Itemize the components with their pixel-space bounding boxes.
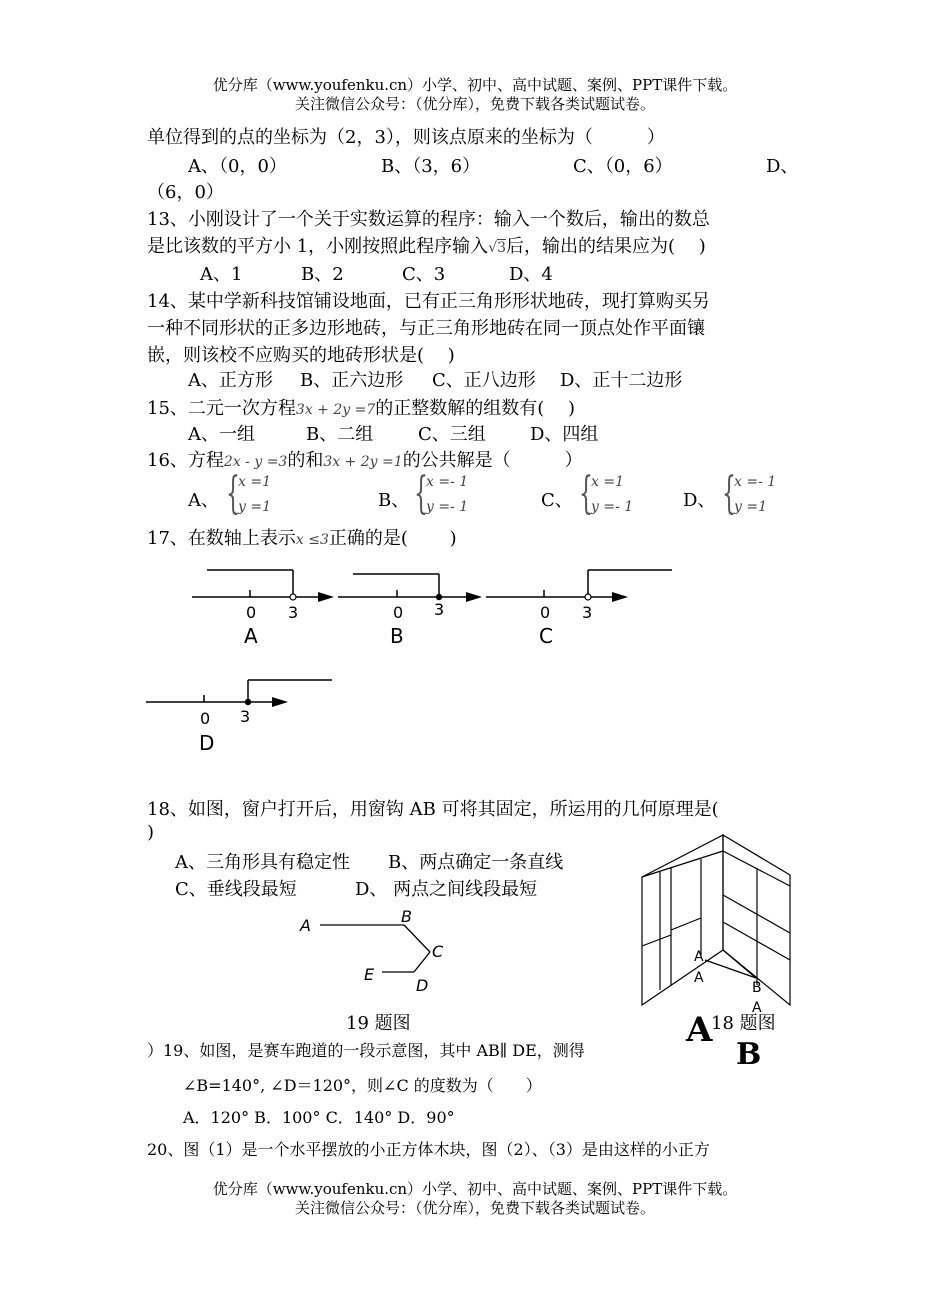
q15-option-a: A、一组	[188, 424, 255, 445]
q15-option-c: C、三组	[418, 424, 486, 445]
track-point-d: D	[416, 976, 429, 995]
q14-option-d: D、正十二边形	[560, 370, 683, 391]
number-line-c-zero: 0	[540, 603, 551, 622]
q18-option-b: B、两点确定一条直线	[388, 852, 564, 873]
q17-suffix: 正确的是( )	[328, 528, 457, 549]
track-point-b: B	[401, 907, 412, 926]
q12-option-c: C、（0，6）	[573, 156, 673, 177]
q16-option-a-label: A、	[188, 490, 219, 511]
q17-prefix: 17、在数轴上表示	[147, 528, 296, 549]
q16-prefix: 16、方程	[147, 450, 224, 471]
q15-prefix: 15、二元一次方程	[147, 398, 296, 419]
segment-cd	[414, 952, 430, 972]
q16-suffix: 的公共解是（ ）	[402, 450, 583, 471]
number-line-a-label: A	[244, 624, 258, 648]
footer-line-1: 优分库（www.youfenku.cn）小学、初中、高中试题、案例、PPT课件下载。	[212, 1180, 738, 1198]
q16-d-y: y =1	[734, 499, 767, 515]
q13-line-2-end: 后，输出的结果应为( )	[506, 236, 706, 257]
q16-option-d-system: { x =- 1 y =1	[722, 468, 777, 519]
sqrt-sign: √	[488, 240, 498, 256]
q18-line-2: )	[147, 822, 155, 843]
q12-stem-tail: 单位得到的点的坐标为（2，3），则该点原来的坐标为（ ）	[147, 127, 665, 148]
q16-d-x: x =- 1	[734, 474, 777, 490]
q13-line-2-start: 是比该数的平方小 1，小刚按照此程序输入	[147, 236, 489, 257]
q16-b-y: y =- 1	[426, 499, 469, 515]
q13-option-d: D、4	[509, 264, 553, 285]
q18-option-a: A、三角形具有稳定性	[175, 852, 350, 873]
q12-option-b: B、（3，6）	[381, 156, 481, 177]
track-point-a: A	[300, 916, 311, 935]
q16-option-a-system: { x =1 y =1	[226, 468, 271, 519]
q16-option-c-system: { x =1 y =- 1	[579, 468, 634, 519]
fig-18-caption: 18 题图	[711, 1013, 776, 1034]
q19-options: A．120° B．100° C．140° D．90°	[183, 1108, 455, 1127]
q12-option-d-value: （6，0）	[147, 182, 224, 203]
footer-line-2: 关注微信公众号：（优分库），免费下载各类试题试卷。	[294, 1199, 655, 1217]
number-line-d-label: D	[199, 731, 215, 755]
q14-line-2: 一种不同形状的正多边形地砖，与正三角形地砖在同一顶点处作平面镶	[147, 318, 705, 339]
number-line-b-zero: 0	[393, 603, 404, 622]
number-line-a-zero: 0	[246, 603, 257, 622]
fig-19-caption: 19 题图	[346, 1013, 411, 1034]
number-line-c-label: C	[539, 624, 553, 648]
q13-option-c: C、3	[402, 264, 446, 285]
big-label-b: B	[736, 1037, 762, 1072]
q15-suffix: 的正整数解的组数有( )	[375, 398, 576, 419]
q16-equation-1: 2x - y =3	[223, 454, 288, 470]
sqrt-radicand: 3	[497, 240, 507, 256]
window-label-a3: A	[752, 1000, 762, 1016]
q14-line-3: 嵌，则该校不应购买的地砖形状是( )	[147, 345, 455, 366]
q14-option-a: A、正方形	[188, 370, 273, 391]
q13-line-1: 13、小刚设计了一个关于实数运算的程序：输入一个数后，输出的数总	[147, 209, 710, 230]
q12-option-d-label: D、	[766, 156, 799, 177]
q18-option-c: C、垂线段最短	[175, 879, 297, 900]
segment-bc	[404, 925, 430, 952]
q16-mid: 的和	[287, 450, 324, 471]
window-label-b: B	[752, 980, 762, 996]
q14-line-1: 14、某中学新科技馆铺设地面，已有正三角形形状地砖，现打算购买另	[147, 291, 710, 312]
q14-option-b: B、正六边形	[300, 370, 404, 391]
number-line-d-zero: 0	[200, 709, 211, 728]
q12-option-a: A、（0，0）	[188, 156, 287, 177]
q20-line-1: 20、图（1）是一个水平摆放的小正方体木块，图（2）、（3）是由这样的小正方	[147, 1140, 710, 1159]
q16-option-c-label: C、	[541, 490, 573, 511]
q19-line-2: ∠B=140°, ∠D＝120°，则∠C 的度数为（ ）	[183, 1076, 542, 1095]
q15-option-b: B、二组	[306, 424, 374, 445]
big-label-a: A	[686, 1010, 713, 1050]
number-line-d-three: 3	[240, 707, 251, 726]
header-line-1: 优分库（www.youfenku.cn）小学、初中、高中试题、案例、PPT课件下载。	[212, 76, 738, 94]
window-label-a2: A	[694, 970, 704, 986]
q19-line-1: ）19、如图，是赛车跑道的一段示意图，其中 AB∥ DE，测得	[147, 1041, 585, 1060]
q16-a-x: x =1	[238, 474, 271, 490]
number-line-a-three: 3	[288, 603, 299, 622]
q16-a-y: y =1	[238, 499, 271, 515]
q16-option-d-label: D、	[683, 490, 716, 511]
q13-option-b: B、2	[301, 264, 344, 285]
q16-c-x: x =1	[591, 474, 624, 490]
q16-option-b-label: B、	[378, 490, 410, 511]
q16-b-x: x =- 1	[426, 474, 469, 490]
q17-inequality: x ≤3	[295, 532, 329, 548]
number-line-c-three: 3	[582, 603, 593, 622]
number-line-b-label: B	[390, 624, 404, 648]
q16-option-b-system: { x =- 1 y =- 1	[414, 468, 469, 519]
q18-line-1: 18、如图，窗户打开后，用窗钩 AB 可将其固定，所运用的几何原理是(	[147, 799, 719, 820]
track-point-c: C	[432, 942, 444, 961]
header-line-2: 关注微信公众号：（优分库），免费下载各类试题试卷。	[294, 95, 655, 113]
q15-option-d: D、四组	[530, 424, 599, 445]
q18-option-d: D、 两点之间线段最短	[355, 879, 538, 900]
q14-option-c: C、正八边形	[432, 370, 536, 391]
q13-option-a: A、1	[200, 264, 243, 285]
q16-c-y: y =- 1	[591, 499, 634, 515]
window-label-a1: A	[694, 949, 704, 965]
track-point-e: E	[364, 965, 375, 984]
q16-equation-2: 3x + 2y =1	[323, 454, 403, 470]
q15-equation: 3x + 2y =7	[295, 402, 376, 418]
number-line-b-three: 3	[434, 600, 445, 619]
